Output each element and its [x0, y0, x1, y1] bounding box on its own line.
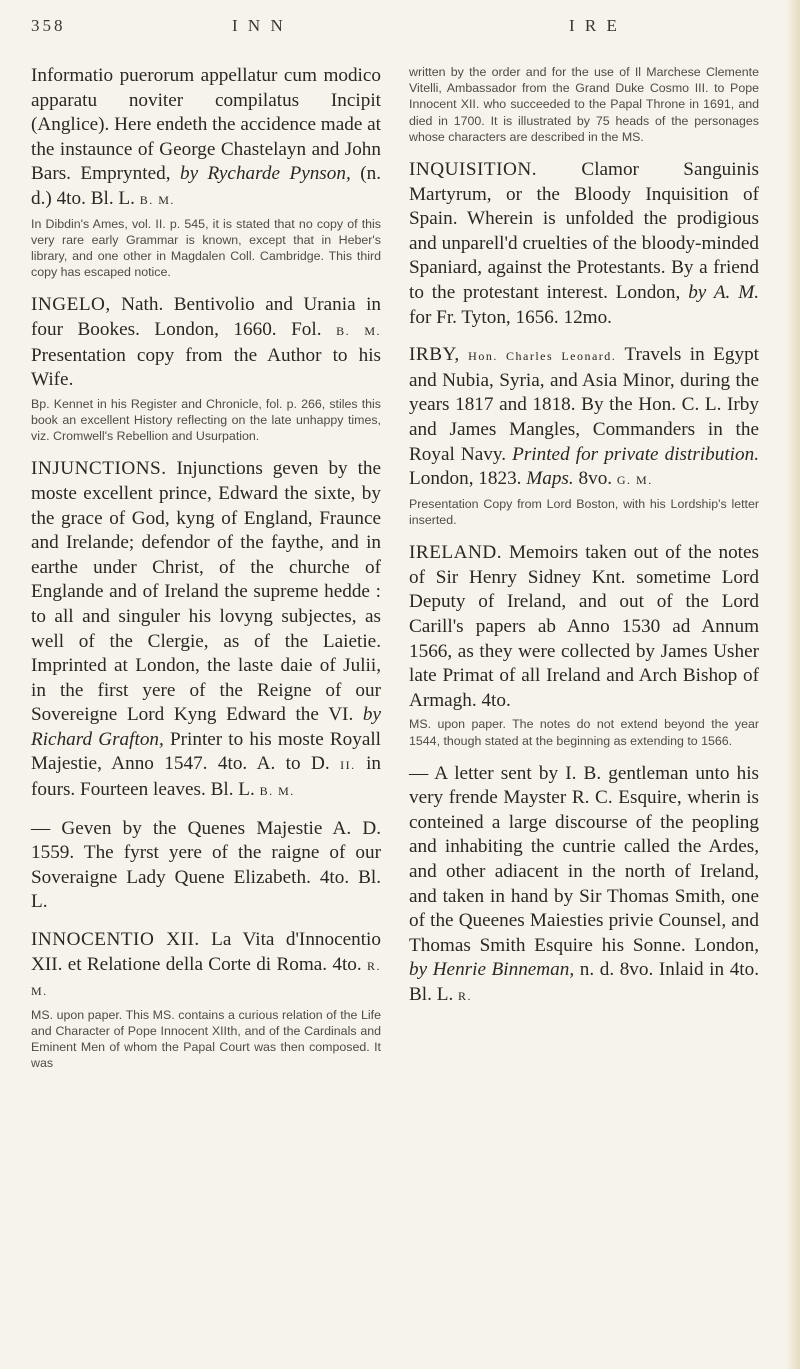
entry-note: Presentation Copy from Lord Boston, with his Lordship's letter inserted.	[409, 496, 759, 527]
left-column	[31, 64, 381, 1085]
entry-ireland	[409, 541, 759, 749]
entry-text: — A letter sent by I. B. gentleman unto his very frende Mayster R. C. Esquire, wherin is conteined a large discourse of the peopling and inhabiting the cuntrie called the Ardes, and other adiacent in the north of Ireland, and taken in hand by Sir Thomas Smith, one of the Queenes Maiesties privie Counsel, and Thomas Smith Esquire his Sonne. London, by Henrie Binneman, n. d. 8vo. Inlaid in 4to. Bl. L. R.	[409, 762, 760, 1006]
entry-injunctions-1559	[31, 817, 381, 915]
entry-innocentio-cont	[409, 64, 759, 145]
entry-note: MS. upon paper. The notes do not extend beyond the year 1544, though stated at the beginning as extending to 1566.	[409, 717, 759, 748]
entry-note: written by the order and for the use of Il Marchese Clemente Vitelli, Ambassador from the Grand Duke Cosmo III. to Pope Innocent XII. who succeeded to the Papal Throne in 1691, and died in 1700. It is illustrated by 75 heads of the personages whose characters are described in the MS.	[409, 65, 759, 144]
entry-text: INJUNCTIONS. Injunctions geven by the moste excellent prince, Edward the sixte, by the grace of God, kyng of England, Fraunce and Irelande; defendor of the faythe, and in earthe under Christ, of the churche of Englande and of Ireland the supreme hedde : to all and singuler his lovyng subjectes, as well of the Clergie, as of the Laietie. Imprinted at London, the laste daie of Julii, in the first yere of the Reigne of our Sovereigne Lord Kyng Edward the VI. by Richard Grafton, Printer to his moste Royall Majestie, Anno 1547. 4to. A. to D. II. in fours. Fourteen leaves. Bl. L. B. M.	[31, 458, 382, 801]
entry-heading: INQUISITION.	[409, 159, 538, 181]
running-head-left: I N N	[232, 16, 286, 35]
entry-heading: IRELAND.	[409, 542, 502, 564]
entry-text: INQUISITION. Clamor Sanguinis Martyrum, or the Bloody Inquisition of Spain. Wherein is unfolded the prodigious and unparell'd cruelties of the bloody-minded Spaniard, against the Protestants. By a friend to the protestant interest. London, by A. M. for Fr. Tyton, 1656. 12mo.	[409, 159, 760, 328]
entry-injunctions	[31, 457, 381, 803]
entry-irby	[409, 343, 759, 528]
entry-inquisition	[409, 158, 759, 330]
entry-note: MS. upon paper. This MS. contains a curious relation of the Life and Character of Pope Innocent XIIth, and of the Cardinals and Eminent Men of whom the Papal Court was then composed. It was	[31, 1007, 381, 1071]
entry-informatio	[31, 64, 381, 280]
page-edge-shadow	[786, 0, 800, 1369]
entry-heading: INNOCENTIO XII.	[31, 929, 200, 951]
right-column	[409, 64, 759, 1022]
entry-heading: INJUNCTIONS.	[31, 458, 167, 480]
entry-note: In Dibdin's Ames, vol. II. p. 545, it is stated that no copy of this very rare early Grammar is known, except that in Heber's library, and one other in Magdalen Coll. Cambridge. This third copy has escaped notice.	[31, 216, 381, 280]
entry-text: Informatio puerorum appellatur cum modico apparatu noviter compilatus Incipit (Anglice). Here endeth the accidence made at the instaunce of George Chastelayn and John Bars. Emprynted, by Rycharde Pynson, (n. d.) 4to. Bl. L. B. M.	[31, 65, 382, 209]
entry-heading: IRBY,	[409, 344, 460, 366]
page-number: 358	[31, 16, 66, 35]
entry-text: — Geven by the Quenes Majestie A. D. 1559. The fyrst yere of the raigne of our Soveraigne Lady Quene Elizabeth. 4to. Bl. L.	[31, 817, 381, 913]
running-head-right: I R E	[569, 16, 620, 35]
entry-text: INGELO, Nath. Bentivolio and Urania in four Bookes. London, 1660. Fol. B. M. Presentation copy from the Author to his Wife.	[31, 294, 381, 391]
entry-text: INNOCENTIO XII. La Vita d'Innocentio XII. et Relatione della Corte di Roma. 4to. R. M.	[31, 929, 382, 999]
page-header	[0, 16, 800, 46]
entry-note: Bp. Kennet in his Register and Chronicle, fol. p. 266, stiles this book an excellent History reflecting on the late unhappy times, viz. Cromwell's Rebellion and Usurpation.	[31, 396, 381, 444]
entry-text: IRBY, Hon. Charles Leonard. Travels in Egypt and Nubia, Syria, and Asia Minor, during the years 1817 and 1818. By the Hon. C. L. Irby and James Mangles, Commanders in the Royal Navy. Printed for private distribution. London, 1823. Maps. 8vo. G. M.	[409, 344, 759, 490]
entry-heading: INGELO,	[31, 294, 111, 316]
entry-innocentio	[31, 928, 381, 1072]
entry-ireland-letter	[409, 762, 759, 1009]
entry-ingelo	[31, 293, 381, 444]
entry-text: IRELAND. Memoirs taken out of the notes of Sir Henry Sidney Knt. sometime Lord Deputy of Ireland, and out of the Lord Carill's papers ab Anno 1530 ad Annum 1566, as they were collected by James Usher late Primat of all Ireland and Arch Bishop of Armagh. 4to.	[409, 542, 759, 711]
